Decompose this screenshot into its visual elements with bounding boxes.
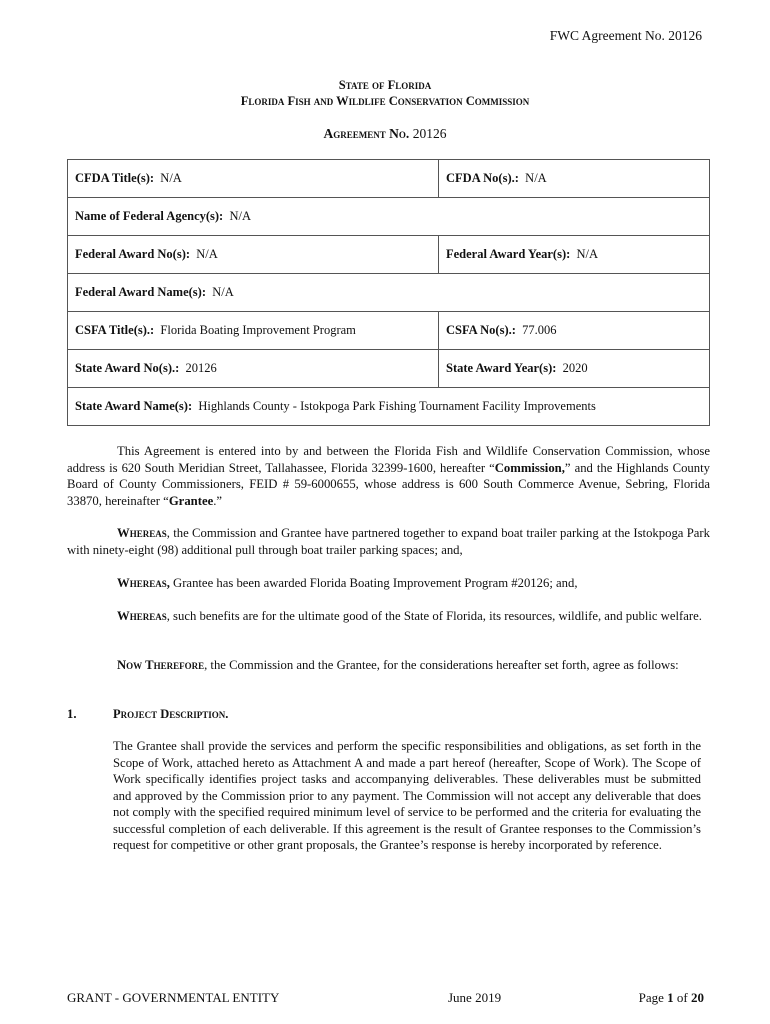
whereas-paragraph: Whereas, such benefits are for the ultimate good of the State of Florida, its resources, wildlife, and public welfare. (117, 609, 702, 623)
footer-date: June 2019 (448, 990, 502, 1005)
agreement-number-value: 20126 (412, 126, 447, 141)
table-row (68, 160, 710, 198)
intro-paragraph: This Agreement is entered into by and between the Florida Fish and Wildlife Conservation Commission, whose address is 620 South Meridian Street, Tallahassee, Florida 32399-1600, hereafter “Commission,” and the Highlands County Board of County Commissioners, FEID # 59-6000655, whose address is 600 South Commerce Avenue, Sebring, Florida 33870, hereinafter “Grantee.” (67, 444, 710, 508)
cfda-no-cell: CFDA No(s).: N/A (439, 160, 710, 198)
title-state: State of Florida (338, 78, 432, 92)
whereas-paragraph: Whereas, the Commission and Grantee have partnered together to expand boat trailer parking at the Istokpoga Park with ninety-eight (98) additional pull through boat trailer parking spaces; and, (67, 526, 710, 557)
state-award-no-cell: State Award No(s).: 20126 (68, 350, 439, 388)
table-row (68, 350, 710, 388)
federal-agency-cell: Name of Federal Agency(s): N/A (68, 198, 710, 236)
footer-doc-type: GRANT - GOVERNMENTAL ENTITY (67, 990, 280, 1005)
csfa-no-cell: CSFA No(s).: 77.006 (439, 312, 710, 350)
title-commission: Florida Fish and Wildlife Conservation Commission (240, 94, 530, 108)
federal-award-no-cell: Federal Award No(s): N/A (68, 236, 439, 274)
agreement-number-label: Agreement No. (323, 126, 410, 141)
state-award-name-cell: State Award Name(s): Highlands County - Istokpoga Park Fishing Tournament Facility Improvements (68, 388, 710, 426)
now-therefore-paragraph: Now Therefore, the Commission and the Grantee, for the considerations hereafter set forth, agree as follows: (117, 658, 679, 672)
state-award-year-cell: State Award Year(s): 2020 (439, 350, 710, 388)
federal-award-name-cell: Federal Award Name(s): N/A (68, 274, 710, 312)
section-title: Project Description. (113, 707, 229, 721)
table-row (68, 388, 710, 426)
table-row (68, 274, 710, 312)
table-row (68, 312, 710, 350)
table-row (68, 198, 710, 236)
whereas-paragraph: Whereas, Grantee has been awarded Florida Boating Improvement Program #20126; and, (117, 576, 578, 590)
table-row (68, 236, 710, 274)
cfda-title-cell: CFDA Title(s): N/A (68, 160, 439, 198)
footer-page-number: Page 1 of 20 (638, 990, 704, 1005)
csfa-title-cell: CSFA Title(s).: Florida Boating Improvement Program (68, 312, 439, 350)
title-agreement-number (0, 126, 770, 142)
section-number: 1. (67, 707, 77, 721)
agreement-reference: FWC Agreement No. 20126 (549, 28, 702, 43)
section-body: The Grantee shall provide the services and perform the specific responsibilities and obligations, as set forth in the Scope of Work, attached hereto as Attachment A and made a part hereof (hereafter, Scope of Work). The Scope of Work specifically identifies project tasks and accompanying deliverables. These deliverables must be submitted and approved by the Commission prior to any payment. The Commission will not accept any deliverable that does not comply with the specified required minimum level of service to be performed and the criteria for evaluating the successful completion of each deliverable. If this agreement is the result of Grantee responses to the Commission’s request for competitive or other grant proposals, the Grantee’s response is hereby incorporated by reference. (113, 739, 701, 852)
federal-award-year-cell: Federal Award Year(s): N/A (439, 236, 710, 274)
award-info-table (67, 159, 710, 426)
